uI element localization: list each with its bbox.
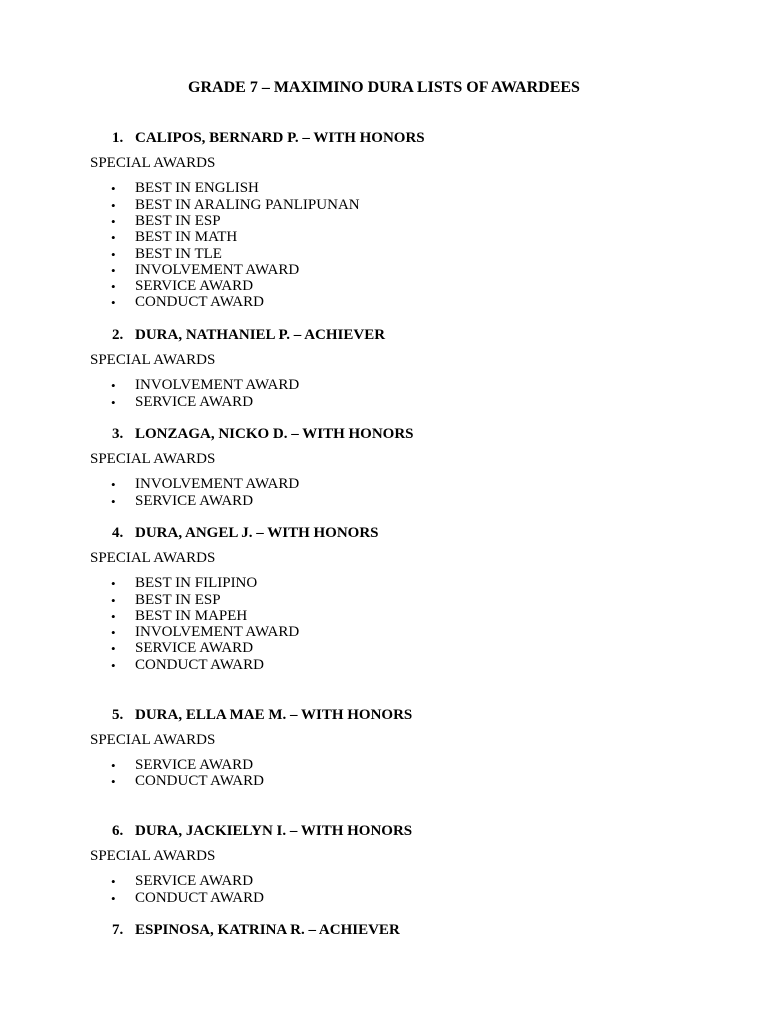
award-item: BEST IN FILIPINO	[135, 575, 258, 591]
award-item: INVOLVEMENT AWARD	[135, 262, 300, 278]
special-awards-label: SPECIAL AWARDS	[90, 155, 216, 171]
bullet-icon: •	[111, 609, 116, 624]
bullet-icon: •	[111, 378, 116, 393]
bullet-icon: •	[111, 576, 116, 591]
bullet-icon: •	[111, 263, 116, 278]
awardee-number: 2.	[112, 327, 124, 343]
bullet-icon: •	[111, 774, 116, 789]
bullet-icon: •	[111, 181, 116, 196]
award-item: SERVICE AWARD	[135, 394, 254, 410]
awardee-name: CALIPOS, BERNARD P. – WITH HONORS	[135, 130, 425, 146]
award-item: CONDUCT AWARD	[135, 294, 264, 310]
award-item: CONDUCT AWARD	[135, 773, 264, 789]
special-awards-label: SPECIAL AWARDS	[90, 451, 216, 467]
bullet-icon: •	[111, 593, 116, 608]
award-item: SERVICE AWARD	[135, 757, 254, 773]
awardee-number: 4.	[112, 525, 124, 541]
bullet-icon: •	[111, 395, 116, 410]
awardee-name: DURA, ELLA MAE M. – WITH HONORS	[135, 707, 413, 723]
award-item: BEST IN TLE	[135, 246, 222, 262]
award-item: SERVICE AWARD	[135, 493, 254, 509]
award-item: INVOLVEMENT AWARD	[135, 624, 300, 640]
bullet-icon: •	[111, 230, 116, 245]
bullet-icon: •	[111, 477, 116, 492]
awardee-name: DURA, ANGEL J. – WITH HONORS	[135, 525, 379, 541]
awardee-number: 1.	[112, 130, 124, 146]
document-title: GRADE 7 – MAXIMINO DURA LISTS OF AWARDEES	[188, 79, 580, 96]
bullet-icon: •	[111, 279, 116, 294]
bullet-icon: •	[111, 641, 116, 656]
awardee-number: 7.	[112, 922, 124, 938]
award-item: BEST IN ESP	[135, 213, 221, 229]
bullet-icon: •	[111, 214, 116, 229]
awardee-number: 6.	[112, 823, 124, 839]
award-item: BEST IN ARALING PANLIPUNAN	[135, 197, 360, 213]
special-awards-label: SPECIAL AWARDS	[90, 352, 216, 368]
award-item: SERVICE AWARD	[135, 278, 254, 294]
awardee-name: LONZAGA, NICKO D. – WITH HONORS	[135, 426, 414, 442]
awardee-name: DURA, NATHANIEL P. – ACHIEVER	[135, 327, 386, 343]
bullet-icon: •	[111, 494, 116, 509]
award-item: INVOLVEMENT AWARD	[135, 476, 300, 492]
award-item: BEST IN MAPEH	[135, 608, 248, 624]
award-item: CONDUCT AWARD	[135, 890, 264, 906]
award-item: BEST IN ESP	[135, 592, 221, 608]
special-awards-label: SPECIAL AWARDS	[90, 732, 216, 748]
award-item: CONDUCT AWARD	[135, 657, 264, 673]
awardee-number: 5.	[112, 707, 124, 723]
awardee-name: DURA, JACKIELYN I. – WITH HONORS	[135, 823, 413, 839]
bullet-icon: •	[111, 295, 116, 310]
award-item: SERVICE AWARD	[135, 873, 254, 889]
special-awards-label: SPECIAL AWARDS	[90, 550, 216, 566]
special-awards-label: SPECIAL AWARDS	[90, 848, 216, 864]
award-item: INVOLVEMENT AWARD	[135, 377, 300, 393]
bullet-icon: •	[111, 658, 116, 673]
bullet-icon: •	[111, 874, 116, 889]
award-item: SERVICE AWARD	[135, 640, 254, 656]
bullet-icon: •	[111, 891, 116, 906]
awardee-name: ESPINOSA, KATRINA R. – ACHIEVER	[135, 922, 400, 938]
award-item: BEST IN ENGLISH	[135, 180, 259, 196]
bullet-icon: •	[111, 625, 116, 640]
bullet-icon: •	[111, 247, 116, 262]
award-item: BEST IN MATH	[135, 229, 238, 245]
bullet-icon: •	[111, 758, 116, 773]
awardee-number: 3.	[112, 426, 124, 442]
bullet-icon: •	[111, 198, 116, 213]
